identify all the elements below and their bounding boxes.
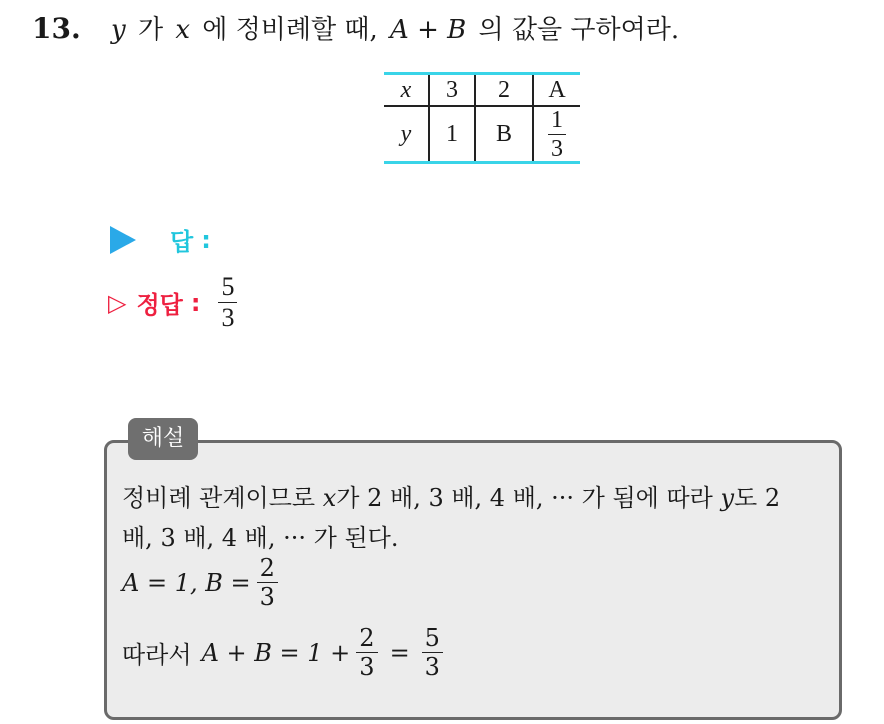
fraction-numerator: 2 (356, 626, 377, 653)
fraction (422, 626, 443, 679)
proportion-table (384, 72, 580, 164)
var-x: x (322, 484, 337, 512)
table-cell: y (400, 120, 412, 147)
play-arrow-icon (110, 226, 136, 254)
question-part-1: 가 (137, 15, 164, 45)
fraction-denominator: 3 (259, 583, 275, 611)
fraction (548, 108, 566, 161)
table-cell: x (384, 74, 429, 107)
answer-row (110, 222, 211, 257)
explanation-line (122, 518, 832, 558)
outline-arrow-icon: ▷ (108, 288, 127, 317)
fraction-denominator: 3 (551, 135, 563, 162)
table-row (384, 74, 580, 107)
explanation-part: 도 2 (734, 484, 781, 512)
correct-answer-row (108, 274, 237, 331)
table-cell: B (475, 106, 533, 163)
question-number: 13. (32, 12, 81, 45)
explanation-line (122, 478, 832, 518)
answer-label: 답 (170, 228, 194, 256)
equation-expr: A + B = 1 + (201, 638, 351, 667)
table-cell: A (533, 74, 580, 107)
correct-colon: : (190, 288, 201, 317)
equals-sign: = (389, 638, 410, 667)
answer-colon: : (201, 225, 211, 254)
correct-label: 정답 (136, 291, 183, 319)
equation-lhs: A = 1, B = (122, 568, 251, 597)
explanation-part: 가 2 배, 3 배, 4 배, ··· 가 됨에 따라 (336, 484, 713, 512)
table-cell-fraction (533, 106, 580, 163)
equation-prefix: 따라서 (122, 641, 192, 669)
sum-expression: A + B (390, 15, 467, 45)
table-cell: 2 (475, 74, 533, 107)
fraction-numerator: 2 (257, 556, 278, 583)
fraction (257, 556, 278, 609)
question-text (32, 10, 683, 49)
fraction-denominator: 3 (221, 303, 235, 332)
table-cell: 3 (429, 74, 475, 107)
explanation-part: 정비례 관계이므로 (122, 484, 316, 512)
equation-line (122, 626, 445, 679)
question-part-3: 의 값을 구하여라. (478, 15, 680, 45)
table-cell: 1 (429, 106, 475, 163)
fraction-numerator: 5 (422, 626, 443, 653)
fraction-numerator: 5 (218, 274, 237, 303)
table-row (384, 106, 580, 163)
explanation-tab: 해설 (128, 418, 198, 460)
question-part-2: 에 정비례할 때, (202, 15, 378, 45)
var-x: x (175, 15, 191, 45)
correct-fraction (218, 274, 237, 331)
var-y: y (720, 484, 735, 512)
fraction-denominator: 3 (424, 653, 440, 681)
equation-line (122, 556, 280, 609)
explanation-part: 배, 3 배, 4 배, ··· 가 된다. (122, 524, 399, 552)
fraction-denominator: 3 (359, 653, 375, 681)
fraction (356, 626, 377, 679)
var-y: y (110, 15, 126, 45)
explanation-text (122, 478, 832, 558)
fraction-numerator: 1 (548, 108, 566, 135)
